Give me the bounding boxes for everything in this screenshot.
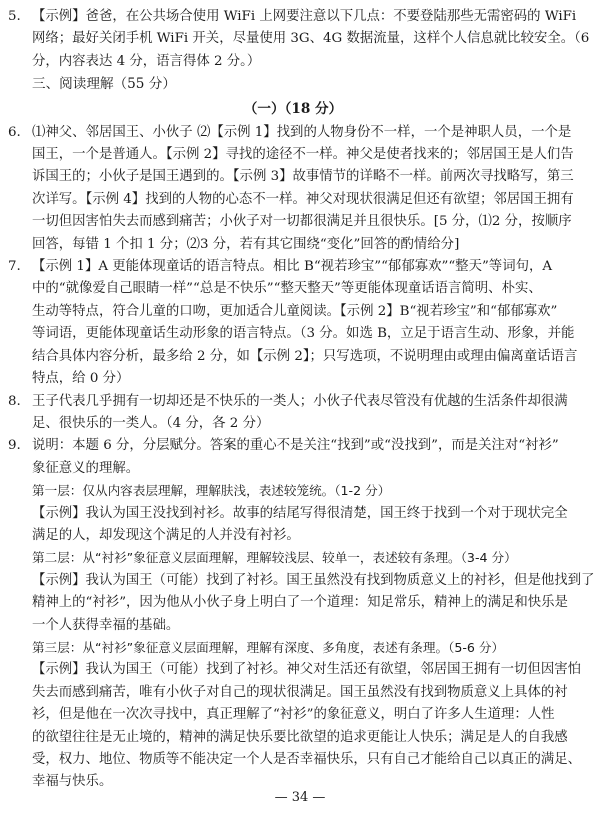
- text-line: 次详写。【示例 4】找到的人物的心态不一样。神父对现状很满足但还有欲望；邻居国王拥有: [32, 191, 574, 207]
- scoring-level-3-title: 第三层：从“衬衫”象征意义层面理解，理解有深度、多角度，表述有条理。（5-6 分）: [32, 639, 505, 655]
- text-line: 衫，但是他在一次次寻找中，真正理解了“衬衫”的象征意义，明白了许多人生道理：人性: [32, 707, 555, 723]
- question-number: 7.: [8, 259, 21, 275]
- text-line: 精神上的“衬衫”，因为他从小伙子身上明白了一个道理：知足常乐，精神上的满足和快乐是: [32, 595, 568, 611]
- text-line: 【示例】我认为国王（可能）找到了衬衫。国王虽然没有找到物质意义上的衬衫，但是他找到了: [32, 572, 595, 588]
- text-line: 的欲望往往是无止境的，精神的满足快乐要比欲望的追求更能让人快乐；满足是人的自我感: [32, 729, 568, 745]
- section-title: 三、阅读理解（55 分）: [32, 76, 176, 93]
- text-line: 【示例】我认为国王没找到衬衫。故事的结尾写得很清楚，国王终于找到一个对于现状完全: [32, 505, 568, 521]
- text-line: 国王，一个是普通人。【示例 2】寻找的途径不一样。神父是使者找来的；邻居国王是人们告: [32, 147, 574, 163]
- question-8: [8, 391, 578, 436]
- question-number: 8.: [8, 393, 21, 409]
- text-line: 满足的人，却发现这个满足的人并没有衬衫。: [32, 527, 300, 543]
- text-line: 等词语，更能体现童话生动形象的语言特点。（3 分。如选 B，立足于语言生动、形象，并能: [32, 326, 575, 342]
- text-line: 受，权力、地位、物质等不能决定一个人是否幸福快乐，只有自己才能给自己以真正的满足、: [32, 752, 582, 767]
- text-line: 幸福与快乐。: [32, 774, 113, 790]
- text-line: 结合具体内容分析，最多给 2 分，如【示例 2】；只写选项，不说明理由或理由偏离童话语言: [32, 348, 578, 364]
- text-line: 一个人获得幸福的基础。: [32, 617, 180, 633]
- question-9: [8, 435, 578, 480]
- text-line: 说明：本题 6 分，分层赋分。答案的重心不是关注“找到”或“没找到”，而是关注对“衬衫”: [32, 438, 559, 454]
- text-line: 网络；最好关闭手机 WiFi 开关，尽量使用 3G、4G 数据流量，这样个人信息就比较安全。（6: [32, 31, 590, 47]
- text-line: 诉国王的；小伙子是国王遇到的。【示例 3】故事情节的详略不一样。前两次寻找略写，第三: [32, 169, 574, 185]
- scoring-level-1-title: 第一层：仅从内容表层理解，理解肤浅，表述较笼统。（1-2 分）: [32, 483, 391, 499]
- text-line: 【示例】爸爸，在公共场合使用 WiFi 上网要注意以下几点：不要登陆那些无需密码的 WiFi: [32, 9, 577, 24]
- question-6: [8, 122, 578, 256]
- text-line: 生动等特点，符合儿童的口吻，更加适合儿童阅读。【示例 2】B“视若珍宝”和“郁郁寡欢”: [32, 303, 558, 319]
- text-line: 中的“就像爱自己眼睛一样”“总是不快乐”“整天整天”等更能体现童话语言简明、朴实、: [32, 281, 542, 297]
- question-5: [8, 6, 590, 73]
- text-line: 足、很快乐的一类人。（4 分，各 2 分）: [32, 415, 270, 431]
- text-line: 特点，给 0 分）: [32, 371, 130, 387]
- scoring-level-2-title: 第二层：从“衬衫”象征意义层面理解，理解较浅层、较单一，表述较有条理。（3-4 分）: [32, 550, 517, 566]
- question-number: 5.: [8, 9, 21, 24]
- text-line: 象征意义的理解。: [32, 460, 140, 476]
- part-title: （一）（18 分）: [243, 100, 343, 117]
- text-line: 【示例】我认为国王（可能）找到了衬衫。神父对生活还有欲望，邻居国王拥有一切但因害怕: [32, 662, 582, 678]
- text-line: 【示例 1】A 更能体现童话的语言特点。相比 B“视若珍宝”“郁郁寡欢”“整天”等词句，A: [32, 259, 553, 275]
- page-number: — 34 —: [274, 790, 326, 805]
- question-number: 6.: [8, 124, 21, 140]
- question-number: 9.: [8, 438, 21, 454]
- text-line: 一切但因害怕失去而感到痛苦；小伙子对一切都很满足并且很快乐。[5 分，⑴2 分，按顺序: [32, 214, 572, 230]
- text-line: 回答，每错 1 个扣 1 分；⑵3 分，若有其它围绕“变化”回答的酌情给分]: [32, 236, 460, 252]
- text-line: 失去而感到痛苦，唯有小伙子对自己的现状很满足。国王虽然没有找到物质意义上具体的衬: [32, 684, 568, 700]
- text-line: 王子代表几乎拥有一切却还是不快乐的一类人；小伙子代表尽管没有优越的生活条件却很满: [32, 393, 568, 409]
- text-line: 分，内容表达 4 分，语言得体 2 分。）: [32, 53, 261, 69]
- question-7: [8, 256, 578, 390]
- text-line: ⑴神父、邻居国王、小伙子 ⑵【示例 1】找到的人物身份不一样，一个是神职人员，一个是: [32, 124, 572, 140]
